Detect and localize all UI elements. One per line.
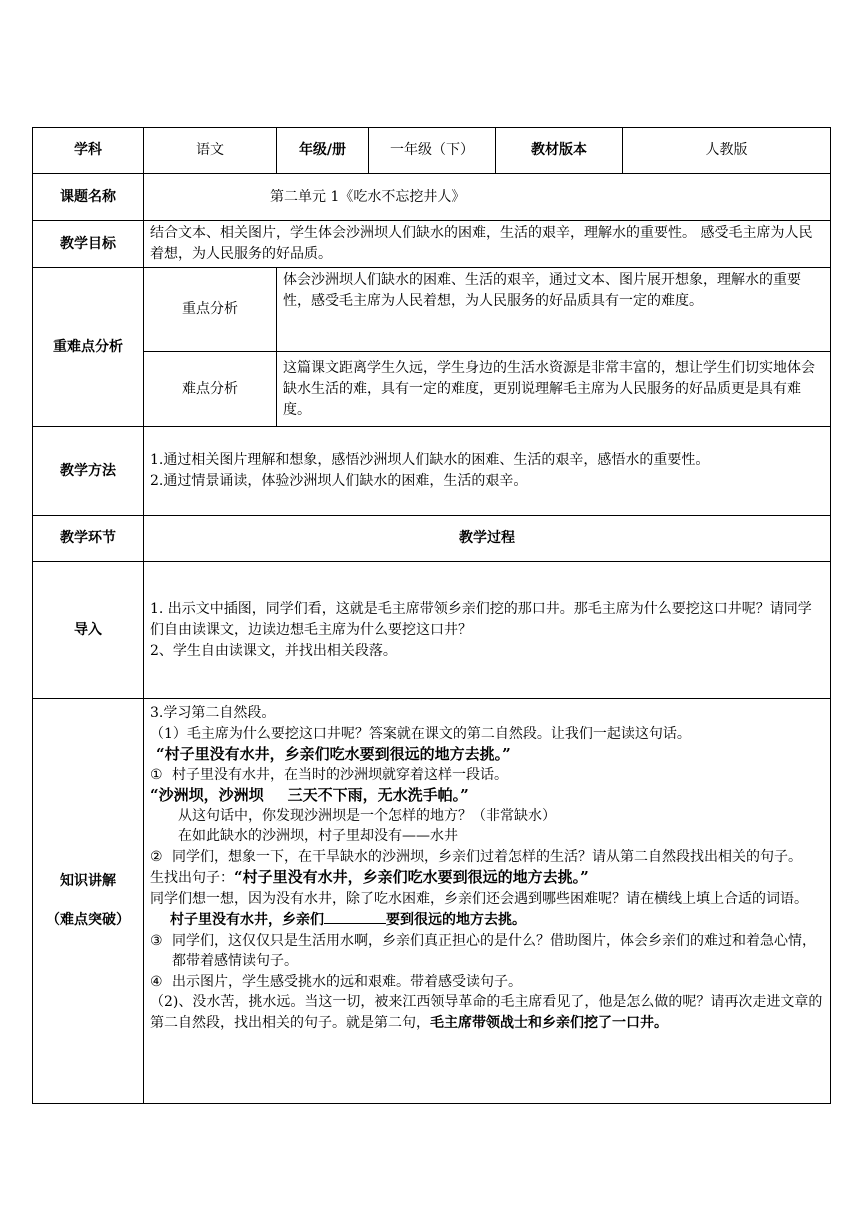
k-item-1-text: 村子里没有水井，在当时的沙洲坝就穿着这样一段话。 [172,766,508,783]
k-line-14b: 毛主席带领战士和乡亲们挖了一口井。 [430,1014,668,1031]
k-line-11 [150,909,824,931]
method-cell [144,427,831,516]
k-line-1: 3.学习第二自然段。 [150,705,276,721]
k-item-4 [150,972,824,993]
k-item-4-number: ④ [150,973,163,990]
k-line-14 [150,992,824,1033]
k-line-7: 在如此缺水的沙洲坝，村子里却没有——水井 [178,828,458,844]
k-line-11a: 村子里没有水井，乡亲们 [170,912,324,928]
intro-line-2: 2、学生自由读课文，并找出相关段落。 [150,642,397,659]
intro-row [33,562,831,699]
grade-label: 年级/册 [277,128,369,174]
edition-value: 人教版 [623,128,831,174]
topic-row [33,174,831,221]
subject-label: 学科 [33,128,144,174]
subject-value: 语文 [144,128,277,174]
difficulty-analysis-value: 这篇课文距离学生久远，学生身边的生活水资源是非常丰富的，想让学生们切实地体会缺水生活的难，具有一定的难度，更别说理解毛主席为人民服务的好品质更是具有难度。 [277,352,831,427]
difficulty-analysis-label: 难点分析 [144,352,277,427]
key-analysis-label: 重点分析 [144,268,277,352]
knowledge-sublabel: （难点突破） [46,912,130,928]
key-analysis-row [33,268,831,352]
topic-cell [144,174,831,221]
knowledge-cell [144,699,831,1104]
topic-label: 课题名称 [33,174,144,221]
k-item-1-number: ① [150,766,163,783]
goal-label: 教学目标 [33,221,144,268]
k-quote-2a: “沙洲坝，沙洲坝 [150,786,264,804]
k-line-9b: “村子里没有水井，乡亲们吃水要到很远的地方去挑。” [234,868,589,886]
k-line-2: （1）毛主席为什么要挖这口井呢？答案就在课文的第二自然段。让我们一起读这句话。 [150,725,691,742]
k-quote-2b: 三天不下雨，无水洗手帕。” [287,786,469,804]
k-line-11b: 要到很远的地方去挑。 [386,912,526,928]
k-line-9a: 生找出句子： [150,870,234,886]
lesson-plan-sheet [32,127,830,1104]
edition-label: 教材版本 [496,128,623,174]
knowledge-row [33,699,831,1104]
header-row [33,128,831,174]
lesson-plan-table [32,127,831,1104]
method-label: 教学方法 [33,427,144,516]
k-quote-1: “村子里没有水井，乡亲们吃水要到很远的地方去挑。” [156,745,511,763]
k-line-6: 从这句话中，你发现沙洲坝是一个怎样的地方？（非常缺水） [178,807,556,824]
process-header-row [33,516,831,562]
k-item-3-number: ③ [150,932,163,949]
analysis-label: 重难点分析 [33,268,144,427]
intro-label: 导入 [33,562,144,699]
k-line-14a: （2)、没水苦，挑水远。当这一切，被来江西领导革命的毛主席看见了，他是怎么做的呢？请再次走进文章的第二自然段，找出相关的句子。就是第二句， [150,994,823,1031]
difficulty-analysis-row [33,352,831,427]
k-line-9 [150,867,824,889]
fill-in-blank[interactable] [324,909,386,924]
method-line-1: 1.通过相关图片理解和想象，感悟沙洲坝人们缺水的困难、生活的艰辛，感悟水的重要性。 [150,452,710,468]
k-quote-2 [150,785,824,806]
k-item-3-text: 同学们，这仅仅只是生活用水啊，乡亲们真正担心的是什么？借助图片，体会乡亲们的难过和着急心情，都带着感情读句子。 [172,932,816,969]
goal-row [33,221,831,268]
intro-line-1: 1. 出示文中插图，同学们看，这就是毛主席带领乡亲们挖的那口井。那毛主席为什么要挖这口井呢？请同学们自由读课文，边读边想毛主席为什么要挖这口井？ [150,600,812,638]
process-title: 教学过程 [144,516,831,562]
topic-value: 第二单元 1《吃水不忘挖井人》 [270,188,466,205]
k-item-1 [150,765,824,786]
k-item-2 [150,847,824,868]
knowledge-label: 知识讲解 [60,873,116,889]
method-line-2: 2.通过情景诵读，体验沙洲坝人们缺水的困难，生活的艰辛。 [150,473,528,489]
knowledge-label-cell [33,699,144,1104]
method-row [33,427,831,516]
grade-value: 一年级（下） [369,128,496,174]
goal-value: 结合文本、相关图片，学生体会沙洲坝人们缺水的困难，生活的艰辛，理解水的重要性。 感受毛主席为人民着想，为人民服务的好品质。 [144,221,831,268]
process-step-label: 教学环节 [33,516,144,562]
k-item-3 [150,931,824,972]
k-line-10: 同学们想一想，因为没有水井，除了吃水困难，乡亲们还会遇到哪些困难呢？请在横线上填上合适的词语。 [150,890,808,907]
k-item-4-text: 出示图片，学生感受挑水的远和艰难。带着感受读句子。 [172,973,522,990]
k-item-2-text: 同学们，想象一下，在干旱缺水的沙洲坝，乡亲们过着怎样的生活？请从第二自然段找出相关的句子。 [172,848,802,865]
k-item-2-number: ② [150,848,163,865]
intro-cell [144,562,831,699]
key-analysis-value: 体会沙洲坝人们缺水的困难、生活的艰辛，通过文本、图片展开想象，理解水的重要性，感受毛主席为人民着想，为人民服务的好品质具有一定的难度。 [277,268,831,352]
